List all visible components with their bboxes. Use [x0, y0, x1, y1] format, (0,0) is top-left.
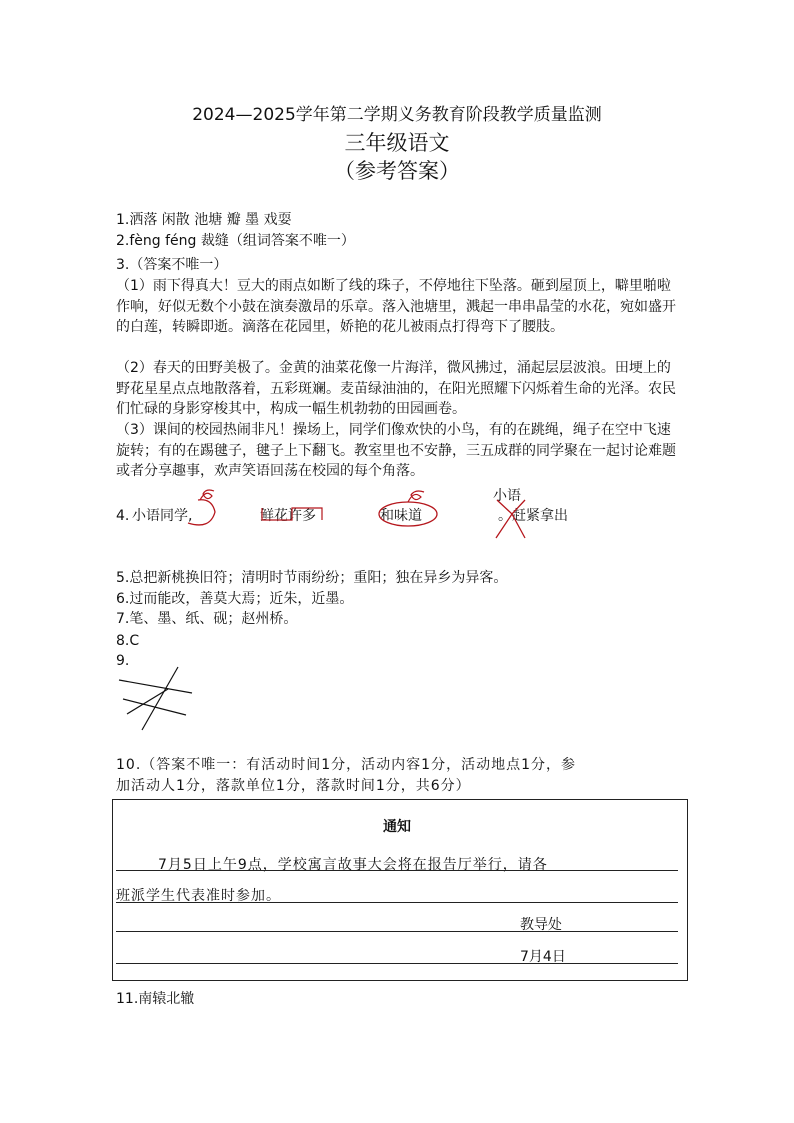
answer-10-line-2: 加活动人1分，落款单位1分，落款时间1分，共6分） — [116, 778, 471, 794]
answer-3-header: 3.（答案不唯一） — [116, 257, 228, 273]
answer-11: 11.南辕北辙 — [116, 991, 195, 1007]
answer-9: 9. — [116, 653, 130, 669]
answer-4-segment-2: 鲜花许多 — [260, 508, 316, 524]
answer-3-paragraph-3: （3）课间的校园热闹非凡！操场上，同学们像欢快的小鸟，有的在跳绳，绳子在空中飞速旋转；有的在踢毽子，毽子上下翻飞。教室里也不安静，三五成群的同学聚在一起讨论难题或者分享趣事，欢声笑语回荡在校园的每个角落。 — [116, 422, 676, 479]
notice-signature: 教导处 — [520, 917, 562, 933]
answer-4-insertion: 小语 — [493, 488, 521, 504]
grade-subject-title: 三年级语文 — [344, 131, 450, 155]
answer-7: 7.笔、墨、纸、砚；赵州桥。 — [116, 611, 298, 627]
notice-body-line-2: 班派学生代表准时参加。 — [116, 888, 281, 904]
answer-10-line-1: 10.（答案不唯一：有活动时间1分，活动内容1分，活动地点1分，参 — [116, 757, 576, 773]
answer-8: 8.C — [116, 633, 140, 649]
answer-key-title: （参考答案） — [334, 159, 460, 183]
notice-body-line-1: 7月5日上午9点，学校寓言故事大会将在报告厅举行，请各 — [158, 857, 548, 873]
answer-3-paragraph-1: （1）雨下得真大！豆大的雨点如断了线的珠子，不停地往下坠落。砸到屋顶上，噼里啪啦作响，好似无数个小鼓在演奏激昂的乐章。落入池塘里，溅起一串串晶莹的水花，宛如盛开的白莲，转瞬即逝。滴落在花园里，娇艳的花儿被雨点打得弯下了腰肢。 — [116, 278, 676, 335]
answer-4-segment-3: 和味道 — [380, 508, 422, 524]
exam-title: 2024—2025学年第二学期义务教育阶段教学质量监测 — [192, 105, 602, 125]
notice-rule-4 — [116, 963, 678, 964]
notice-rule-1 — [116, 870, 678, 871]
answer-4-segment-1: 小语同学, — [132, 508, 193, 524]
answer-3-paragraph-2: （2）春天的田野美极了。金黄的油菜花像一片海洋，微风拂过，涌起层层波浪。田埂上的野花星星点点地散落着，五彩斑斓。麦苗绿油油的，在阳光照耀下闪烁着生命的光泽。农民们忙碌的身影穿梭其中，构成一幅生机勃勃的田园画卷。 — [116, 360, 676, 417]
notice-title: 通知 — [383, 819, 411, 835]
answer-1: 1.洒落 闲散 池塘 瓣 墨 戏耍 — [116, 212, 292, 228]
notice-rule-3 — [116, 931, 678, 932]
answer-6: 6.过而能改，善莫大焉；近朱，近墨。 — [116, 591, 354, 607]
notice-rule-2 — [116, 902, 678, 903]
answer-4-segment-4: 。赶紧拿出 — [498, 508, 568, 524]
answer-5: 5.总把新桃换旧符；清明时节雨纷纷；重阳；独在异乡为异客。 — [116, 570, 508, 586]
notice-date: 7月4日 — [520, 949, 566, 965]
answer-4-number: 4. — [116, 508, 130, 524]
answer-2: 2.fèng féng 裁缝（组词答案不唯一） — [116, 233, 355, 249]
